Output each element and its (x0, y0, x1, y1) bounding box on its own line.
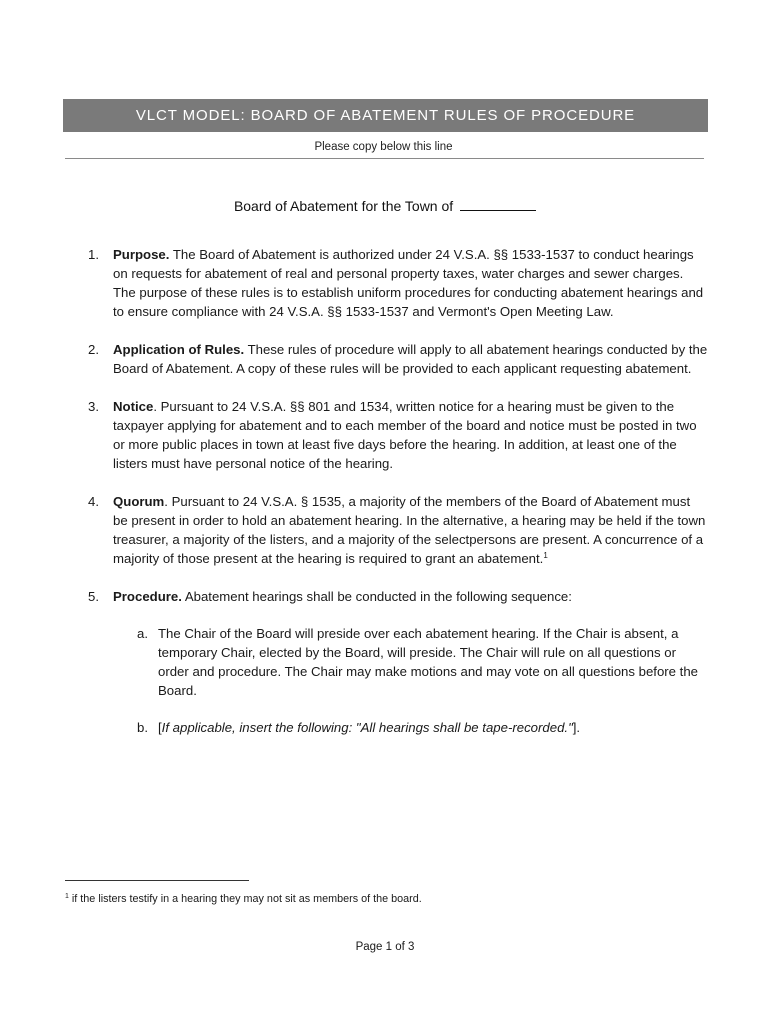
footnote (65, 893, 422, 905)
board-title-text: Board of Abatement for the Town of (233, 198, 454, 214)
document-title: VLCT MODEL: BOARD OF ABATEMENT RULES OF PROCEDURE (135, 107, 636, 124)
rule-text: These rules of procedure will apply to all abatement hearings conducted by the Board of Abatement. A copy of these rules will be provided to each applicant requesting abatement. (113, 342, 708, 376)
rule-text: . Pursuant to 24 V.S.A. §§ 801 and 1534, written notice for a hearing must be given to the taxpayer applying for abatement and to each member of the board and notice must be posted in two or more public places in town at least five days before the hearing. In addition, at least one of the listers must have personal notice of the hearing. (113, 399, 697, 471)
copy-instruction: Please copy below this line (314, 141, 453, 153)
rule-number: 4. (88, 494, 99, 509)
rule-number: 3. (88, 399, 99, 414)
rule-quorum (88, 492, 708, 568)
rules-list (88, 245, 708, 756)
rule-number: 1. (88, 247, 99, 262)
page-number: Page 1 of 3 (355, 941, 415, 953)
rule-procedure (88, 587, 708, 737)
board-title (0, 198, 770, 214)
step-close: ]. (572, 720, 581, 735)
rule-number: 2. (88, 342, 99, 357)
step-open-bracket: [ (158, 720, 162, 735)
document-title-bar (63, 99, 708, 132)
rule-heading: Quorum (113, 494, 165, 509)
rule-number: 5. (88, 589, 99, 604)
footnote-number: 1 (65, 893, 69, 900)
procedure-steps (113, 624, 708, 737)
rule-text: . Pursuant to 24 V.S.A. § 1535, a majority of the members of the Board of Abatement must be present in order to hold an abatement hearing. In the alternative, a hearing may be held if the town treasurer, a majority of the listers, and a majority of the selectpersons are present. A concurrence of a majority of those present at the hearing is required to grant an abatement. (113, 494, 706, 566)
rule-notice (88, 397, 708, 473)
procedure-step-b (137, 718, 708, 737)
rule-text: The Board of Abatement is authorized under 24 V.S.A. §§ 1533-1537 to conduct hearings on requests for abatement of real and personal property taxes, water charges and sewer charges. The purpose of these rules is to establish uniform procedures for conducting abatement hearings and to ensure compliance with 24 V.S.A. §§ 1533-1537 and Vermont's Open Meeting Law. (113, 247, 704, 319)
rule-application (88, 340, 708, 378)
rule-heading: Notice (113, 399, 154, 414)
step-letter: b. (137, 720, 148, 735)
rule-heading: Procedure. (113, 589, 182, 604)
rule-heading: Application of Rules. (113, 342, 245, 357)
step-letter: a. (137, 626, 148, 641)
rule-text: Abatement hearings shall be conducted in the following sequence: (181, 589, 572, 604)
rule-heading: Purpose. (113, 247, 170, 262)
rule-purpose (88, 245, 708, 321)
procedure-step-a (137, 624, 708, 700)
footnote-text: if the listers testify in a hearing they may not sit as members of the board. (68, 893, 422, 905)
town-name-blank (460, 209, 536, 211)
copy-divider (65, 158, 704, 159)
step-text: The Chair of the Board will preside over each abatement hearing. If the Chair is absent, a temporary Chair, elected by the Board, will preside. The Chair will rule on all questions or order and procedure. The Chair may make motions and may vote on all questions before the Board. (158, 626, 699, 698)
step-italic-text: If applicable, insert the following: "All hearings shall be tape-recorded." (161, 720, 573, 735)
footnote-reference[interactable]: 1 (543, 551, 548, 560)
footnote-divider (65, 880, 249, 881)
